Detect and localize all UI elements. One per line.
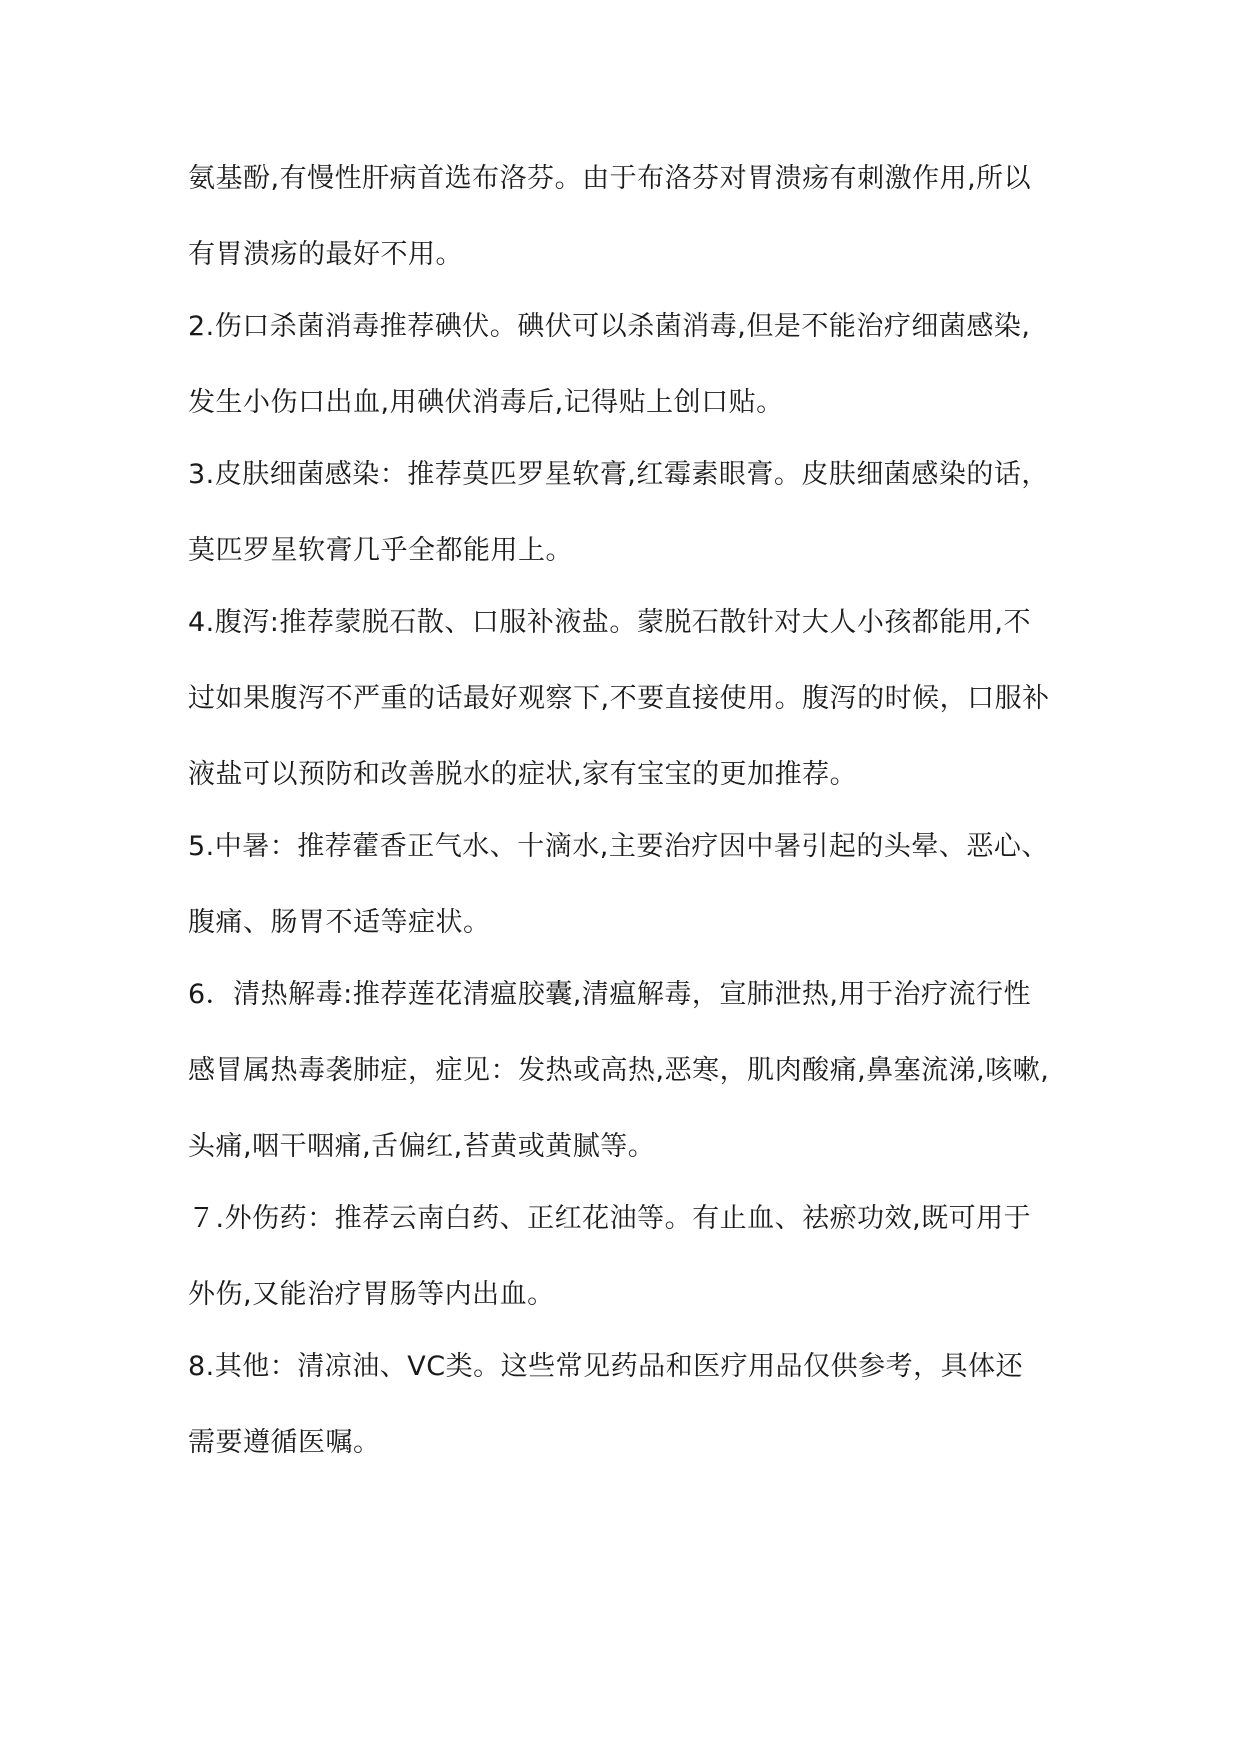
text-line: 4.腹泻:推荐蒙脱石散、口服补液盐。蒙脱石散针对大人小孩都能用,不 — [188, 607, 1031, 638]
text-line: 感冒属热毒袭肺症，症见：发热或高热,恶寒，肌肉酸痛,鼻塞流涕,咳嗽, — [188, 1055, 1050, 1086]
text-line: 3.皮肤细菌感染：推荐莫匹罗星软膏,红霉素眼膏。皮肤细菌感染的话， — [188, 459, 1049, 490]
text-line: 外伤,又能治疗胃肠等内出血。 — [188, 1279, 555, 1310]
paragraph-5 — [188, 828, 1068, 942]
paragraph-4 — [188, 604, 1068, 794]
text-line: 腹痛、肠胃不适等症状。 — [188, 907, 491, 938]
text-line: 头痛,咽干咽痛,舌偏红,苔黄或黄腻等。 — [188, 1131, 656, 1162]
text-line: 过如果腹泻不严重的话最好观察下,不要直接使用。腹泻的时候，口服补 — [188, 683, 1050, 714]
paragraph-7 — [188, 1200, 1068, 1314]
text-line: 莫匹罗星软膏几乎全都能用上。 — [188, 535, 573, 566]
text-line: 发生小伤口出血,用碘伏消毒后,记得贴上创口贴。 — [188, 387, 784, 418]
text-line: 6．清热解毒:推荐莲花清瘟胶囊,清瘟解毒，宣肺泄热,用于治疗流行性 — [188, 979, 1031, 1010]
paragraph-8 — [188, 1348, 1068, 1462]
text-line: 氨基酚,有慢性肝病首选布洛芬。由于布洛芬对胃溃疡有刺激作用,所以 — [188, 163, 1032, 194]
text-line: 8.其他：清凉油、VC类。这些常见药品和医疗用品仅供参考，具体还 — [188, 1351, 1024, 1382]
text-line: 5.中暑：推荐藿香正气水、十滴水,主要治疗因中暑引起的头晕、恶心、 — [188, 831, 1049, 862]
text-line: 需要遵循医嘱。 — [188, 1427, 381, 1458]
paragraph-2 — [188, 308, 1068, 422]
document-body — [188, 160, 1068, 1496]
paragraph-3 — [188, 456, 1068, 570]
text-line: ７.外伤药：推荐云南白药、正红花油等。有止血、祛瘀功效,既可用于 — [188, 1203, 1032, 1234]
text-line: 液盐可以预防和改善脱水的症状,家有宝宝的更加推荐。 — [188, 759, 858, 790]
text-line: 2.伤口杀菌消毒推荐碘伏。碘伏可以杀菌消毒,但是不能治疗细菌感染, — [188, 311, 1031, 342]
paragraph-6 — [188, 976, 1068, 1166]
paragraph-1 — [188, 160, 1068, 274]
text-line: 有胃溃疡的最好不用。 — [188, 239, 463, 270]
